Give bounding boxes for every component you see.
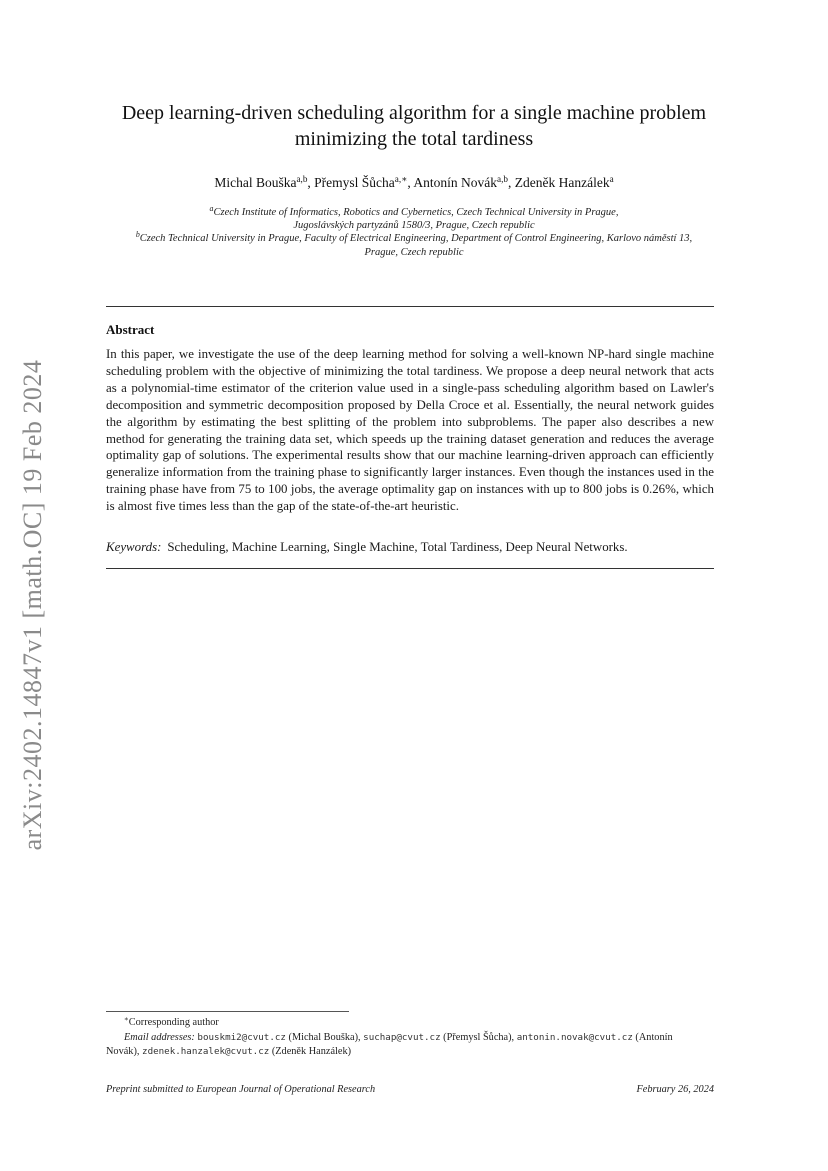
email-link[interactable]: antonin.novak@cvut.cz <box>516 1031 633 1043</box>
preprint-date: February 26, 2024 <box>636 1084 714 1095</box>
affiliation-b-line-1: Czech Technical University in Prague, Faculty of Electrical Engineering, Department of Control Engineering, Karlovo náměstí 13, <box>139 233 693 245</box>
author-name: Michal Bouška <box>214 175 297 190</box>
email-link[interactable]: suchap@cvut.cz <box>363 1031 441 1043</box>
affiliation-b <box>100 232 728 245</box>
email-line <box>106 1031 714 1046</box>
email-owner: (Přemysl Šůcha), <box>440 1031 517 1043</box>
author-affil-mark: a,b <box>497 173 508 184</box>
author-affil-mark: a,∗ <box>394 173 408 184</box>
abstract-top-rule <box>106 306 714 307</box>
title-line-2: minimizing the total tardiness <box>294 128 534 150</box>
footnote-mark: ∗ <box>124 1015 129 1024</box>
affiliation-mark: a <box>209 204 214 214</box>
paper-title <box>100 100 728 152</box>
title-line-1: Deep learning-driven scheduling algorithm for a single machine problem <box>121 102 707 124</box>
affiliations <box>100 206 728 259</box>
author-affil-mark: a <box>609 173 614 184</box>
author-list <box>100 175 728 191</box>
author-separator: , <box>407 175 414 190</box>
corresponding-author-note <box>106 1016 714 1031</box>
footnote <box>106 1016 714 1060</box>
abstract-bottom-rule <box>106 568 714 569</box>
keywords <box>106 540 714 555</box>
author-name: Antonín Novák <box>413 175 498 190</box>
author-name: Přemysl Šůcha <box>314 175 395 190</box>
email-owner: (Zdeněk Hanzálek) <box>269 1046 352 1057</box>
corresponding-author-text: Corresponding author <box>128 1017 219 1028</box>
email-link[interactable]: bouskmi2@cvut.cz <box>197 1031 286 1043</box>
author-separator: , <box>307 175 315 190</box>
affiliation-a <box>100 206 728 219</box>
email-line-continued <box>106 1045 714 1060</box>
email-label: Email addresses: <box>124 1031 195 1043</box>
email-link[interactable]: zdenek.hanzalek@cvut.cz <box>142 1046 270 1057</box>
arxiv-stamp: arXiv:2402.14847v1 [math.OC] 19 Feb 2024 <box>18 359 47 851</box>
keywords-text: Scheduling, Machine Learning, Single Machine, Total Tardiness, Deep Neural Networks. <box>167 540 628 554</box>
author-affil-mark: a,b <box>296 173 308 184</box>
affiliation-a-line-1: Czech Institute of Informatics, Robotics and Cybernetics, Czech Technical University in Prague, <box>213 207 619 218</box>
affiliation-a-line-2: Jugoslávských partyzánů 1580/3, Prague, Czech republic <box>293 220 535 232</box>
email-owner: (Antonín <box>632 1031 673 1043</box>
abstract-body: In this paper, we investigate the use of the deep learning method for solving a well-known NP-hard single machine scheduling problem with the objective of minimizing the total tardiness. We propose a deep neural network that acts as a polynomial-time estimator of the criterion value used in a single-pass scheduling algorithm based on Lawler's decomposition and symmetric decomposition proposed by Della Croce et al. Essentially, the neural network guides the algorithm by estimating the best splitting of the problem into subproblems. The paper also describes a new method for generating the training data set, which speeds up the training dataset generation and reduces the average optimality gap of solutions. The experimental results show that our machine learning-driven approach can efficiently generalize information from the training phase to significantly larger instances. Even though the instances used in the training phase have from 75 to 100 jobs, the average optimality gap on instances with up to 800 jobs is 0.26%, which is almost five times less than the gap of the state-of-the-art heuristic. <box>106 347 714 514</box>
footnote-rule <box>106 1011 349 1012</box>
affiliation-mark: b <box>135 230 140 240</box>
email-owner: (Michal Bouška), <box>285 1031 364 1043</box>
abstract-heading: Abstract <box>106 322 155 337</box>
author-name: Zdeněk Hanzálek <box>514 175 610 190</box>
affiliation-b-line-2: Prague, Czech republic <box>364 246 464 258</box>
email-owner-continued: Novák), <box>106 1046 143 1057</box>
author-separator: , <box>508 175 515 190</box>
keywords-label: Keywords: <box>106 540 162 554</box>
preprint-note: Preprint submitted to European Journal of Operational Research <box>106 1084 376 1095</box>
